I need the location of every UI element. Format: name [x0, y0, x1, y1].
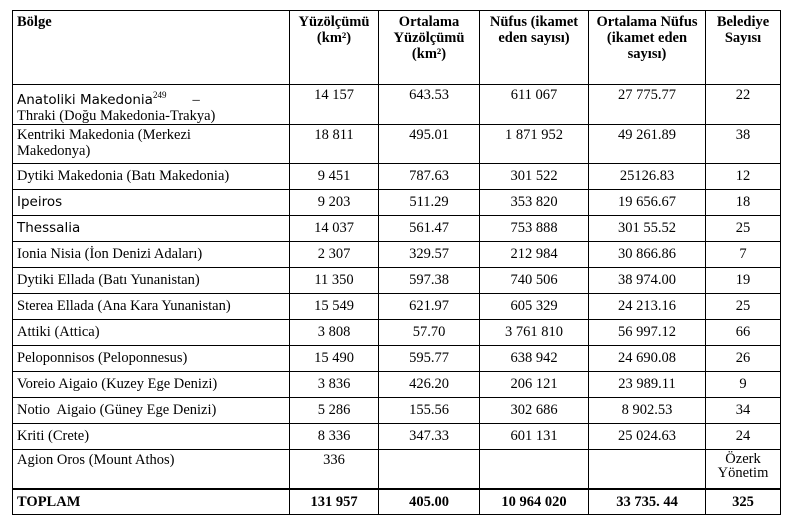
municipalities-cell: 9 — [706, 371, 781, 397]
avg-population-cell: 23 989.11 — [589, 371, 706, 397]
avg-area-cell: 495.01 — [379, 124, 480, 163]
area-cell: 8 336 — [290, 423, 379, 449]
avg-population-cell: 25 024.63 — [589, 423, 706, 449]
area-cell: 14 037 — [290, 215, 379, 241]
region-name-line2: Makedonya) — [17, 142, 91, 159]
table-row — [13, 241, 781, 267]
municipalities-cell: 66 — [706, 319, 781, 345]
population-cell: 740 506 — [480, 267, 589, 293]
municipalities-cell: 38 — [706, 124, 781, 163]
area-cell: 3 836 — [290, 371, 379, 397]
municipalities-cell: Özerk Yönetim — [706, 449, 781, 489]
municipalities-cell: 25 — [706, 215, 781, 241]
header-avg-area: Ortalama Yüzölçümü (km²) — [379, 11, 480, 85]
region-name: Dytiki Ellada (Batı Yunanistan) — [13, 267, 290, 293]
table-row — [13, 267, 781, 293]
header-municipalities: Belediye Sayısı — [706, 11, 781, 85]
region-name: Thessalia — [13, 215, 290, 241]
region-name: Sterea Ellada (Ana Kara Yunanistan) — [13, 293, 290, 319]
area-cell: 9 203 — [290, 189, 379, 215]
municipalities-cell: 34 — [706, 397, 781, 423]
region-name: Voreio Aigaio (Kuzey Ege Denizi) — [13, 371, 290, 397]
avg-area-cell: 426.20 — [379, 371, 480, 397]
avg-population-cell: 25126.83 — [589, 163, 706, 189]
area-cell: 11 350 — [290, 267, 379, 293]
region-name-line1: Kentriki Makedonia (Merkezi — [17, 126, 191, 143]
region-name: Agion Oros (Mount Athos) — [13, 449, 290, 489]
population-cell: 1 871 952 — [480, 124, 589, 163]
region-name: Peloponnisos (Peloponnesus) — [13, 345, 290, 371]
municipalities-cell: 7 — [706, 241, 781, 267]
table-row — [13, 85, 781, 125]
table-row — [13, 293, 781, 319]
table-row — [13, 163, 781, 189]
population-cell: 212 984 — [480, 241, 589, 267]
avg-area-cell: 597.38 — [379, 267, 480, 293]
avg-area-cell: 787.63 — [379, 163, 480, 189]
avg-area-cell: 595.77 — [379, 345, 480, 371]
total-population: 10 964 020 — [480, 489, 589, 515]
table-row — [13, 319, 781, 345]
table-row — [13, 423, 781, 449]
population-cell: 601 131 — [480, 423, 589, 449]
table-row — [13, 345, 781, 371]
avg-population-cell: 8 902.53 — [589, 397, 706, 423]
avg-area-cell: 511.29 — [379, 189, 480, 215]
population-cell: 611 067 — [480, 85, 589, 125]
municipalities-cell: 26 — [706, 345, 781, 371]
table-row — [13, 449, 781, 489]
region-name: Kriti (Crete) — [13, 423, 290, 449]
avg-area-cell: 155.56 — [379, 397, 480, 423]
area-cell: 5 286 — [290, 397, 379, 423]
header-row — [13, 11, 781, 85]
region-name: Ipeiros — [13, 189, 290, 215]
region-name — [13, 124, 290, 163]
avg-population-cell — [589, 449, 706, 489]
region-name-line2: Thraki (Doğu Makedonia-Trakya) — [17, 107, 216, 124]
avg-area-cell: 643.53 — [379, 85, 480, 125]
table-row — [13, 189, 781, 215]
population-cell: 301 522 — [480, 163, 589, 189]
area-cell: 3 808 — [290, 319, 379, 345]
regions-table — [12, 10, 781, 515]
area-cell: 14 157 — [290, 85, 379, 125]
municipalities-cell: 24 — [706, 423, 781, 449]
municipalities-cell: 22 — [706, 85, 781, 125]
avg-population-cell: 30 866.86 — [589, 241, 706, 267]
population-cell: 353 820 — [480, 189, 589, 215]
avg-area-cell: 329.57 — [379, 241, 480, 267]
population-cell: 638 942 — [480, 345, 589, 371]
avg-area-cell: 621.97 — [379, 293, 480, 319]
avg-area-cell: 561.47 — [379, 215, 480, 241]
avg-area-cell — [379, 449, 480, 489]
header-avg-population: Ortalama Nüfus (ikamet eden sayısı) — [589, 11, 706, 85]
area-cell: 9 451 — [290, 163, 379, 189]
avg-area-cell: 347.33 — [379, 423, 480, 449]
area-cell: 15 549 — [290, 293, 379, 319]
region-name: Dytiki Makedonia (Batı Makedonia) — [13, 163, 290, 189]
area-cell: 15 490 — [290, 345, 379, 371]
region-name: Notio Aigaio (Güney Ege Denizi) — [13, 397, 290, 423]
table-row — [13, 371, 781, 397]
municipalities-cell: 18 — [706, 189, 781, 215]
population-cell: 3 761 810 — [480, 319, 589, 345]
area-cell: 18 811 — [290, 124, 379, 163]
municipalities-cell: 12 — [706, 163, 781, 189]
region-name: Attiki (Attica) — [13, 319, 290, 345]
population-cell: 206 121 — [480, 371, 589, 397]
avg-area-cell: 57.70 — [379, 319, 480, 345]
region-name-line1: Anatoliki Makedonia — [17, 91, 153, 108]
population-cell: 753 888 — [480, 215, 589, 241]
header-region: Bölge — [13, 11, 290, 85]
avg-population-cell: 38 974.00 — [589, 267, 706, 293]
total-area: 131 957 — [290, 489, 379, 515]
population-cell: 302 686 — [480, 397, 589, 423]
table-row — [13, 397, 781, 423]
municipalities-cell: 25 — [706, 293, 781, 319]
avg-population-cell: 49 261.89 — [589, 124, 706, 163]
avg-population-cell: 24 213.16 — [589, 293, 706, 319]
footnote-marker: 249 — [152, 90, 167, 100]
header-population: Nüfus (ikamet eden sayısı) — [480, 11, 589, 85]
region-name-dash: – — [192, 91, 200, 108]
region-name: Ionia Nisia (İon Denizi Adaları) — [13, 241, 290, 267]
header-area: Yüzölçümü (km²) — [290, 11, 379, 85]
avg-population-cell: 301 55.52 — [589, 215, 706, 241]
total-municipalities: 325 — [706, 489, 781, 515]
area-cell: 2 307 — [290, 241, 379, 267]
area-cell: 336 — [290, 449, 379, 489]
table-row — [13, 124, 781, 163]
avg-population-cell: 56 997.12 — [589, 319, 706, 345]
total-row — [13, 489, 781, 515]
population-cell: 605 329 — [480, 293, 589, 319]
total-avg-area: 405.00 — [379, 489, 480, 515]
avg-population-cell: 24 690.08 — [589, 345, 706, 371]
municipalities-cell: 19 — [706, 267, 781, 293]
total-avg-population: 33 735. 44 — [589, 489, 706, 515]
region-name — [13, 85, 290, 125]
population-cell — [480, 449, 589, 489]
total-label: TOPLAM — [13, 489, 290, 515]
avg-population-cell: 19 656.67 — [589, 189, 706, 215]
avg-population-cell: 27 775.77 — [589, 85, 706, 125]
table-row — [13, 215, 781, 241]
